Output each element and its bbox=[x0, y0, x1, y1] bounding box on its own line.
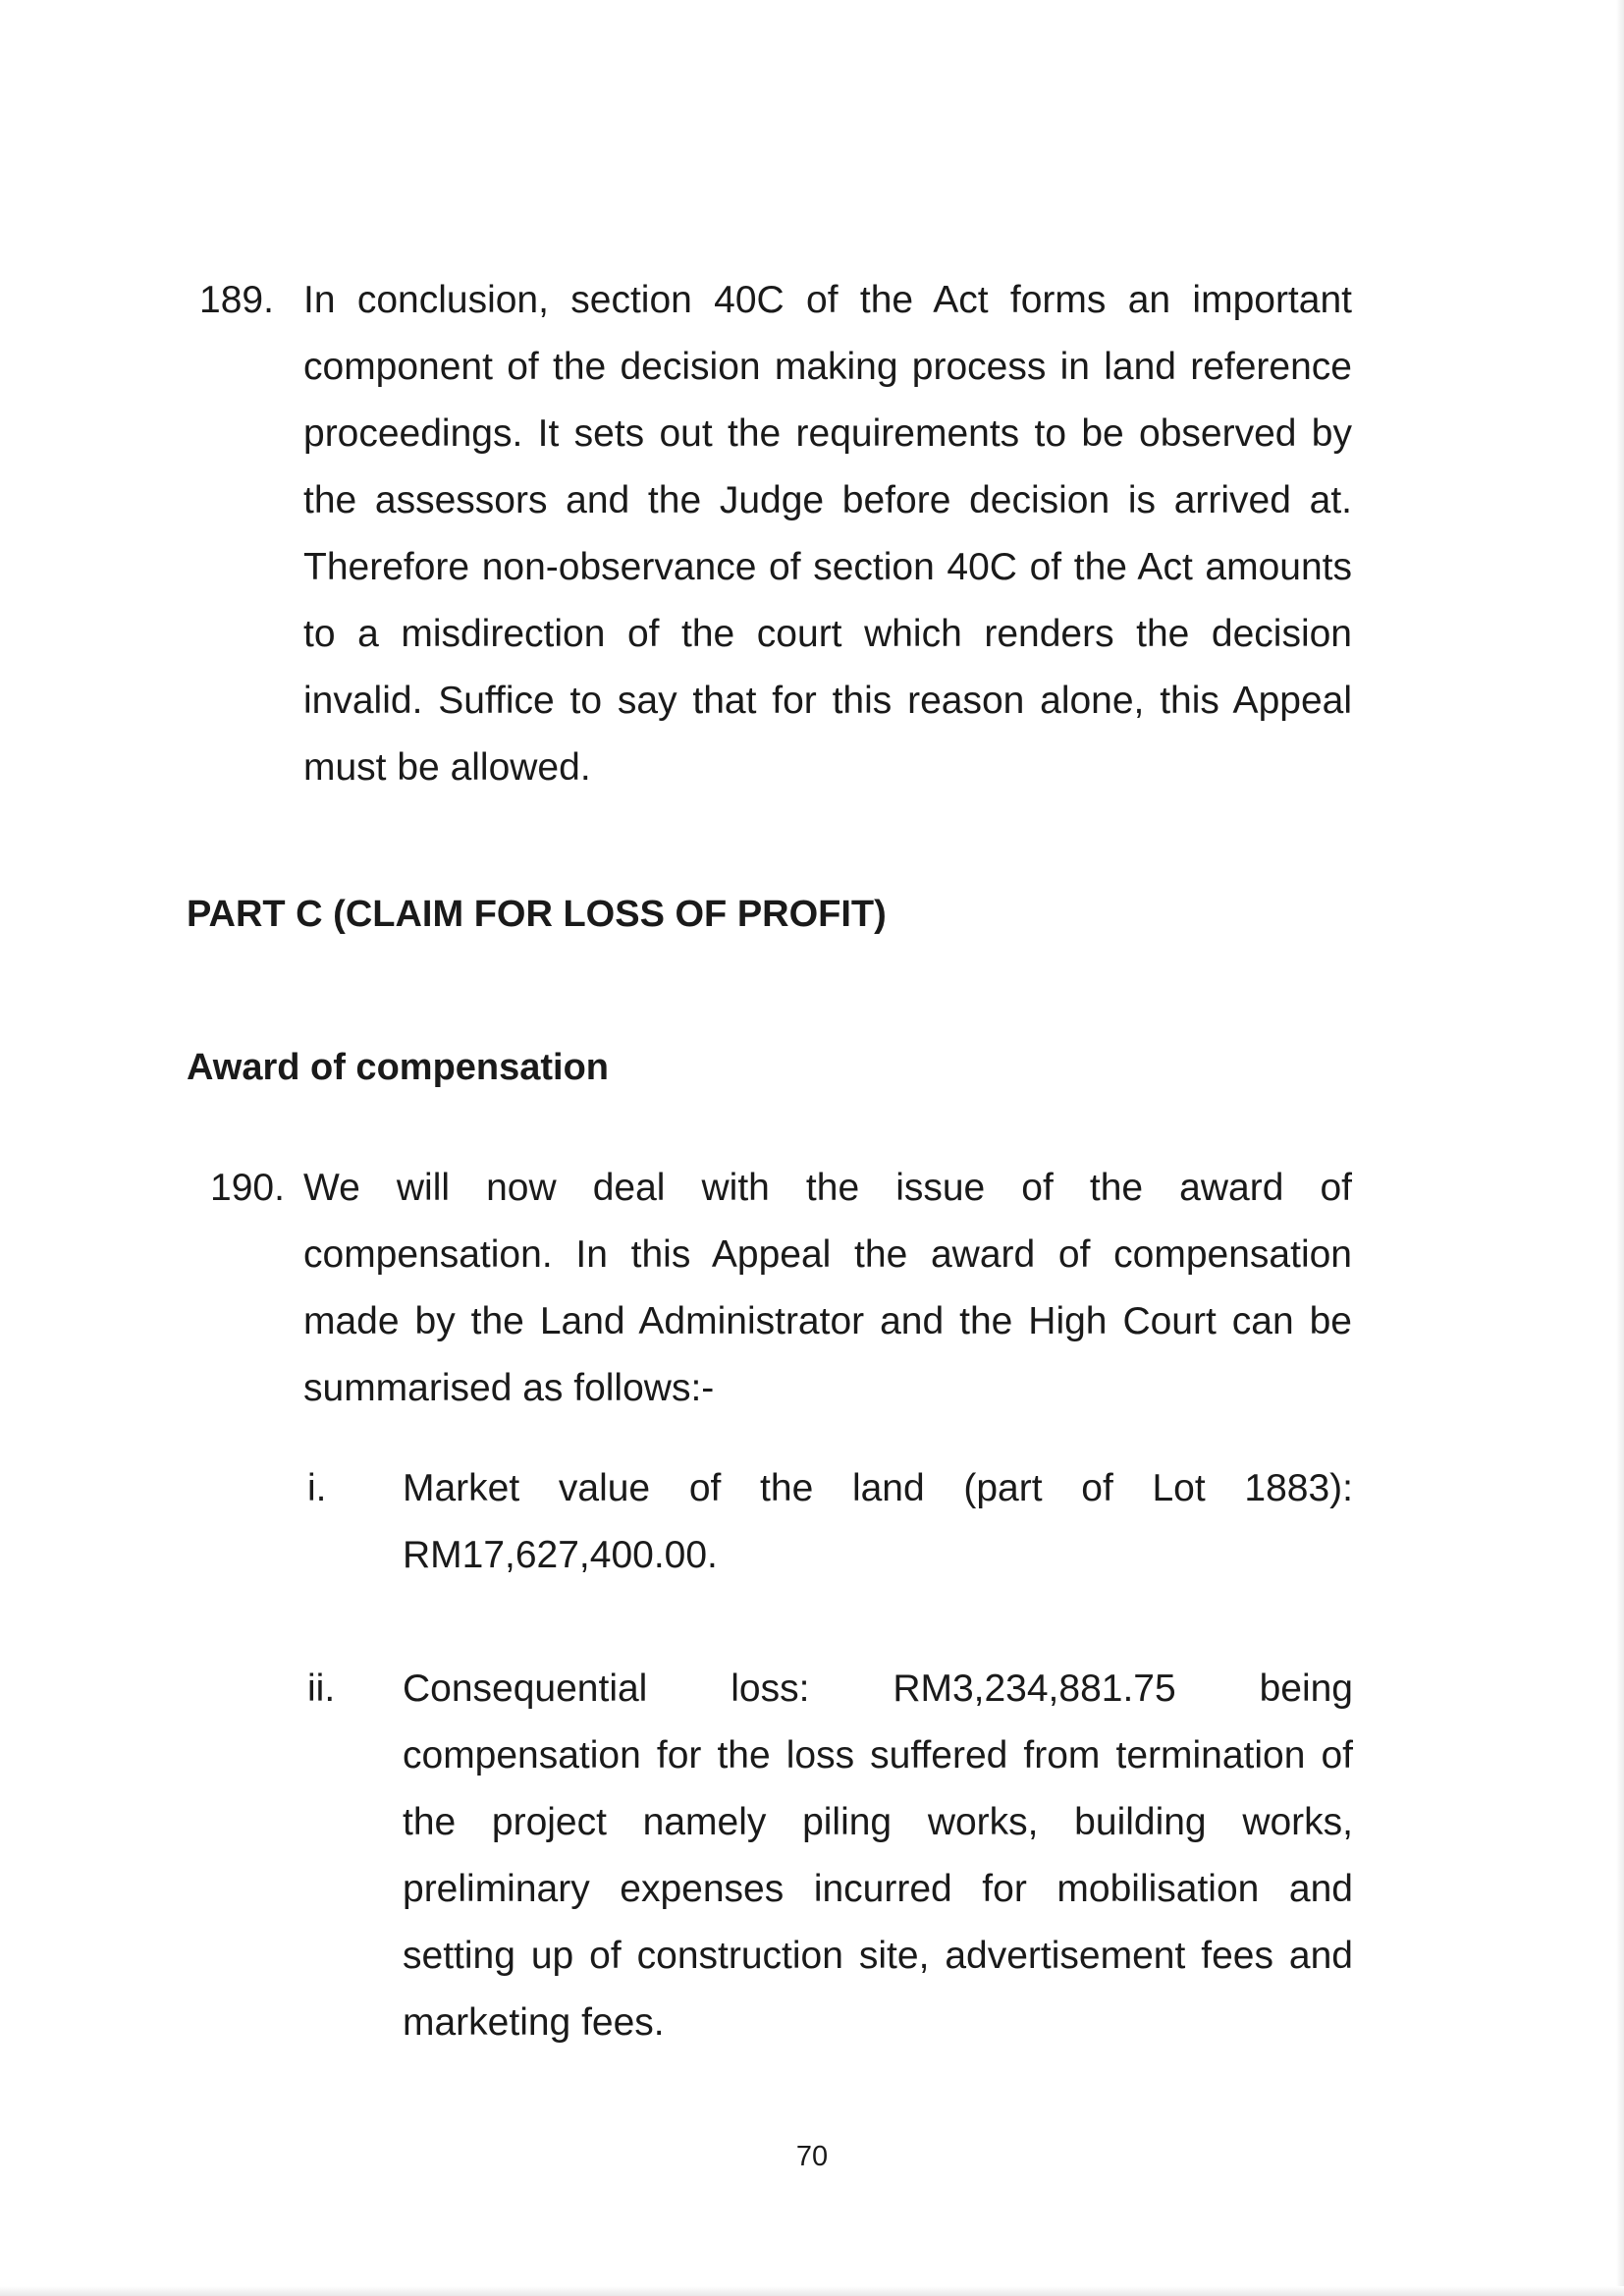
page-right-edge-shadow bbox=[1616, 0, 1624, 2296]
list-item-marker-i: i. bbox=[307, 1467, 327, 1509]
paragraph-190-number: 190. bbox=[210, 1167, 285, 1209]
list-item-market-value: Market value of the land (part of Lot 1883): RM17,627,400.00. bbox=[403, 1467, 1353, 1576]
part-c-heading: PART C (CLAIM FOR LOSS OF PROFIT) bbox=[187, 894, 887, 935]
paragraph-190-text: We will now deal with the issue of the award of compensation. In this Appeal the award of compensation made by the Land Administrator and the High Court can be summarised as follows:- bbox=[303, 1167, 1352, 1409]
award-of-compensation-heading: Award of compensation bbox=[187, 1047, 610, 1088]
list-item-consequential-loss: Consequential loss: RM3,234,881.75 being compensation for the loss suffered from termination of the project namely piling works, building works, preliminary expenses incurred for mobilisation and setting up of construction site, advertisement fees and marketing fees. bbox=[403, 1667, 1353, 2044]
page-number: 70 bbox=[795, 2141, 829, 2172]
list-item-marker-ii: ii. bbox=[307, 1667, 336, 1710]
paragraph-189-number: 189. bbox=[199, 279, 274, 321]
paragraph-189-text: In conclusion, section 40C of the Act forms an important component of the decision making process in land reference proceedings. It sets out the requirements to be observed by the assessors and the Judge before decision is arrived at. Therefore non-observance of section 40C of the Act amounts to a misdirection of the court which renders the decision invalid. Suffice to say that for this reason alone, this Appeal must be allowed. bbox=[303, 279, 1352, 789]
page-bottom-edge-shadow bbox=[0, 2286, 1624, 2296]
